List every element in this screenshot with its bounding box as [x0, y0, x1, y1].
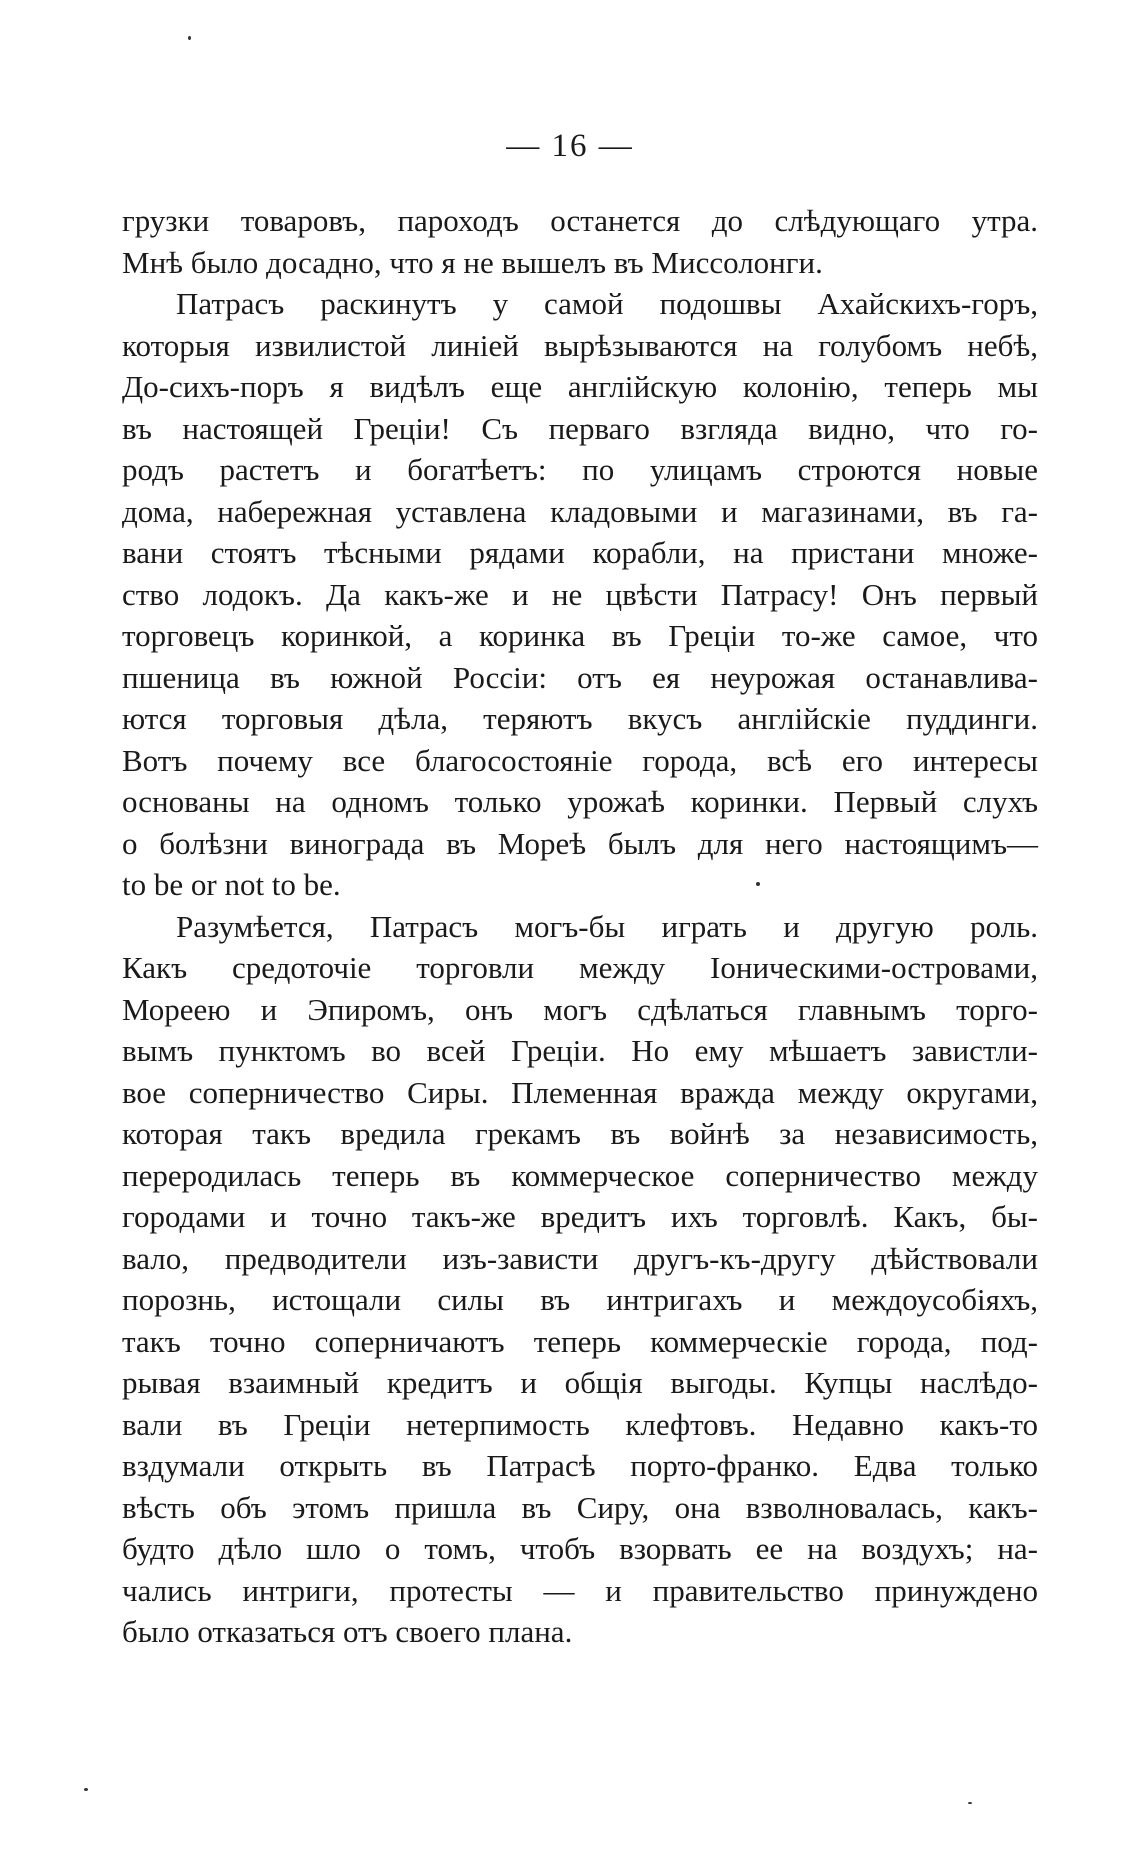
- body-text: [122, 200, 1038, 1653]
- text-line: чались интриги, протесты — и правительство принуждено: [122, 1572, 1038, 1608]
- text-line: было отказаться отъ своего плана.: [122, 1614, 573, 1649]
- text-line: дома, набережная уставлена кладовыми и магазинами, въ га-: [122, 493, 1038, 529]
- scan-speck: [968, 1802, 972, 1804]
- text-line: будто дѣло шло о томъ, чтобъ взорвать ее на воздухъ; на-: [122, 1531, 1038, 1566]
- text-line: вани стоятъ тѣсными рядами корабли, на пристани множе-: [122, 535, 1038, 570]
- scan-speck: [84, 1788, 88, 1791]
- scan-speck: [756, 882, 760, 886]
- text-line: такъ точно соперничаютъ теперь коммерческіе города, под-: [122, 1323, 1038, 1359]
- scan-speck: [188, 36, 191, 40]
- text-line: До-сихъ-поръ я видѣлъ еще англійскую колонію, теперь мы: [122, 369, 1038, 404]
- text-line: вѣсть объ этомъ пришла въ Сиру, она взволновалась, какъ-: [122, 1489, 1038, 1525]
- text-line: грузки товаровъ, пароходъ останется до слѣдующаго утра.: [122, 203, 1038, 238]
- text-line: которая такъ вредила грекамъ въ войнѣ за независимость,: [122, 1116, 1038, 1151]
- text-line: которыя извилистой линіей вырѣзываются на голубомъ небѣ,: [122, 327, 1038, 363]
- paragraph-start-line: Разумѣется, Патрасъ могъ-бы играть и другую роль.: [176, 908, 1038, 944]
- text-line: порознь, истощали силы въ интригахъ и междоусобіяхъ,: [122, 1282, 1038, 1317]
- text-line: to be or not to be.: [122, 867, 341, 902]
- text-line: вало, предводители изъ-зависти другъ-къ-другу дѣйствовали: [122, 1240, 1038, 1276]
- text-line: ство лодокъ. Да какъ-же и не цвѣсти Патрасу! Онъ первый: [122, 576, 1038, 612]
- text-line: вали въ Греціи нетерпимость клефтовъ. Недавно какъ-то: [122, 1406, 1038, 1442]
- text-line: Какъ средоточіе торговли между Іоническими-островами,: [122, 950, 1038, 985]
- text-line: Вотъ почему все благосостояніе города, всѣ его интересы: [122, 742, 1038, 778]
- page-number: — 16 —: [506, 128, 634, 164]
- text-line: вое соперничество Сиры. Племенная вражда между округами,: [122, 1074, 1038, 1110]
- text-line: Мореею и Эпиромъ, онъ могъ сдѣлаться главнымъ торго-: [122, 991, 1038, 1027]
- text-line: рывая взаимный кредитъ и общія выгоды. Купцы наслѣдо-: [122, 1365, 1038, 1400]
- paragraph-start-line: Патрасъ раскинутъ у самой подошвы Ахайскихъ-горъ,: [176, 286, 1038, 321]
- text-line: вздумали открыть въ Патрасѣ порто-франко. Едва только: [122, 1448, 1038, 1483]
- text-line: переродилась теперь въ коммерческое соперничество между: [122, 1157, 1038, 1193]
- text-line: вымъ пунктомъ во всей Греціи. Но ему мѣшаетъ завистли-: [122, 1033, 1038, 1068]
- text-line: о болѣзни винограда въ Мореѣ былъ для него настоящимъ—: [122, 825, 1038, 861]
- text-line: Мнѣ было досадно, что я не вышелъ въ Миссолонги.: [122, 244, 823, 280]
- text-line: пшеница въ южной Россіи: отъ ея неурожая останавлива-: [122, 659, 1038, 695]
- text-line: родъ растетъ и богатѣетъ: по улицамъ строются новые: [122, 452, 1038, 487]
- text-line: ются торговыя дѣла, теряютъ вкусъ англійскіе пуддинги.: [122, 701, 1038, 736]
- text-line: въ настоящей Греціи! Съ перваго взгляда видно, что го-: [122, 410, 1038, 446]
- text-line: основаны на одномъ только урожаѣ коринки. Первый слухъ: [122, 784, 1038, 819]
- text-line: городами и точно такъ-же вредитъ ихъ торговлѣ. Какъ, бы-: [122, 1199, 1038, 1234]
- text-line: торговецъ коринкой, а коринка въ Греціи то-же самое, что: [122, 618, 1038, 653]
